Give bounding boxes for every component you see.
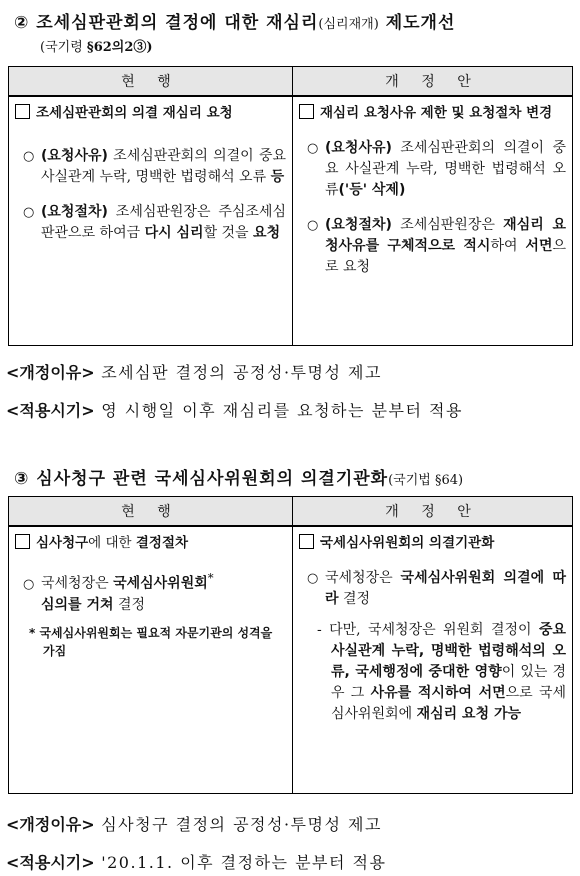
section-2-reason: <개정이유> 조세심판 결정의 공정성·투명성 제고 [6, 363, 382, 382]
revised-dash-item: - 다만, 국세청장은 위원회 결정이 중요 사실관계 누락, 명백한 법령해석의 오류, 국세행정에 중대한 영향이 있는 경우 그 사유를 적시하여 서면으로 국세심사위원회에 재심리 요청 가능 [317, 622, 566, 722]
footnote: * 국세심사위원회는 필요적 자문기관의 성격을 가짐 [29, 625, 273, 658]
section-3-comparison-table [8, 496, 573, 794]
circle-bullet-icon: ○ [307, 141, 319, 156]
column-header-current: 현 행 [9, 67, 293, 97]
current-cell [9, 96, 293, 346]
current-heading: 심사청구에 대한 결정절차 [15, 533, 286, 554]
column-header-revised: 개 정 안 [293, 497, 573, 527]
checkbox-square-icon [299, 104, 314, 119]
section-2-comparison-table [8, 66, 573, 346]
circle-bullet-icon: ○ [307, 218, 319, 233]
checkbox-square-icon [299, 534, 314, 549]
current-bullet-reason: ○ (요청사유) 조세심판관회의 의결이 중요 사실관계 누락, 명백한 법령해석 오류 등 [23, 148, 286, 185]
current-bullet: ○ 국세청장은 국세심사위원회* 심의를 거쳐 결정 [23, 571, 214, 613]
revised-cell [293, 526, 573, 794]
section-2-effective-date: <적용시기> 영 시행일 이후 재심리를 요청하는 분부터 적용 [6, 401, 463, 420]
column-header-revised: 개 정 안 [293, 67, 573, 97]
circle-bullet-icon: ○ [307, 571, 319, 586]
checkbox-square-icon [15, 104, 30, 119]
section-3-title: ③ 심사청구 관련 국세심사위원회의 의결기관화(국기법 §64) [14, 469, 464, 489]
circle-bullet-icon: ○ [23, 205, 35, 220]
column-header-current: 현 행 [9, 497, 293, 527]
revised-bullet: ○ 국세청장은 국세심사위원회 의결에 따라 결정 [307, 570, 566, 607]
section-3-effective-date: <적용시기> '20.1.1. 이후 결정하는 분부터 적용 [6, 853, 387, 872]
circle-bullet-icon: ○ [23, 149, 35, 164]
checkbox-square-icon [15, 534, 30, 549]
revised-bullet-reason: ○ (요청사유) 조세심판관회의 의결이 중요 사실관계 누락, 명백한 법령해석 오류('등' 삭제) [307, 140, 566, 198]
current-cell [9, 526, 293, 794]
revised-heading: 국세심사위원회의 의결기관화 [299, 533, 566, 554]
revised-bullet-procedure: ○ (요청절차) 조세심판원장은 재심리 요청사유를 구체적으로 적시하여 서면으로 요청 [307, 217, 567, 275]
revised-cell [293, 96, 573, 346]
section-2-title: ② 조세심판관회의 결정에 대한 재심리(심리재개) 제도개선 [14, 13, 456, 33]
current-heading: 조세심판관회의 의결 재심리 요청 [15, 103, 286, 124]
current-bullet-procedure: ○ (요청절차) 조세심판원장은 주심조세심판관으로 하여금 다시 심리할 것을 요청 [23, 204, 286, 241]
section-3-reason: <개정이유> 심사청구 결정의 공정성·투명성 제고 [6, 815, 382, 834]
revised-heading: 재심리 요청사유 제한 및 요청절차 변경 [299, 103, 566, 124]
section-2-law-reference: (국기령 §62의2③) [40, 40, 153, 55]
circle-bullet-icon: ○ [23, 576, 35, 592]
